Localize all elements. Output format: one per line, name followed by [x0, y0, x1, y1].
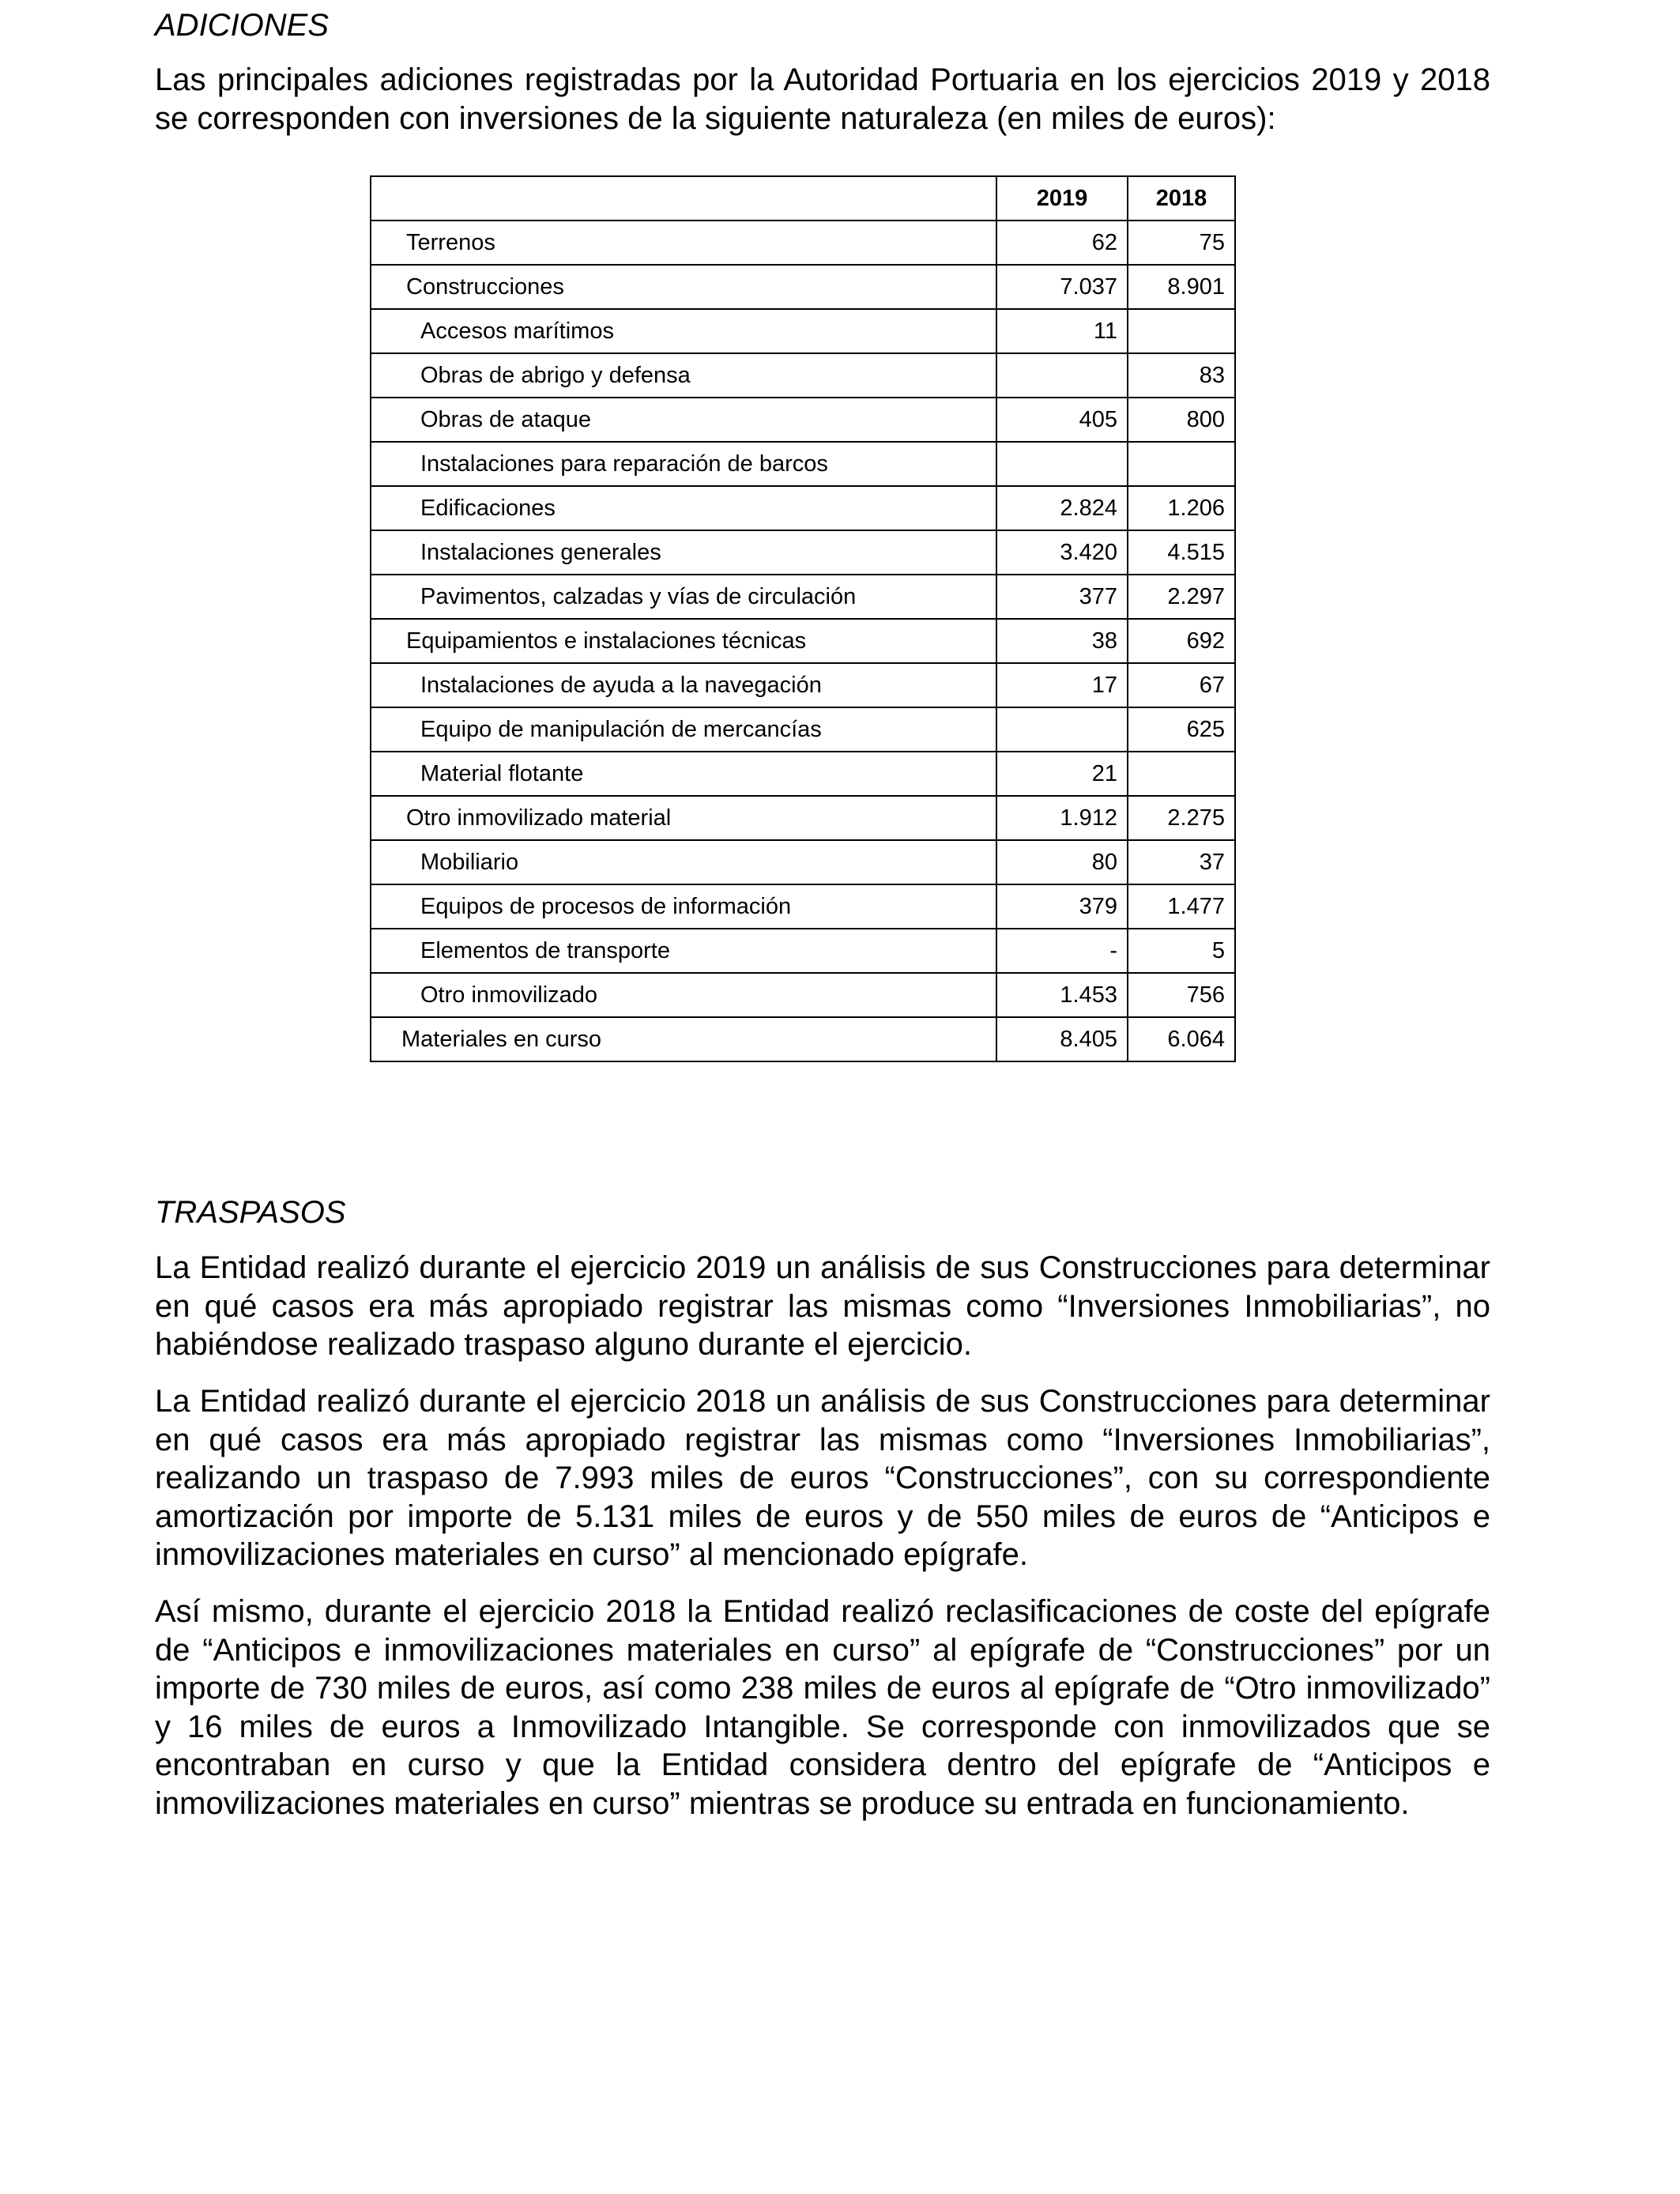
row-label: Construcciones	[371, 265, 996, 309]
table-row	[371, 663, 1235, 707]
table-row	[371, 309, 1235, 353]
table-row	[371, 707, 1235, 752]
table-row	[371, 353, 1235, 398]
row-label: Elementos de transporte	[371, 929, 996, 973]
table-row	[371, 221, 1235, 265]
row-label: Materiales en curso	[371, 1017, 996, 1061]
table-row	[371, 973, 1235, 1017]
row-label: Equipo de manipulación de mercancías	[371, 707, 996, 752]
row-label: Instalaciones de ayuda a la navegación	[371, 663, 996, 707]
value-2019: -	[996, 929, 1128, 973]
row-label: Otro inmovilizado material	[371, 796, 996, 840]
value-2019: 21	[996, 752, 1128, 796]
additions-table	[370, 175, 1236, 1062]
table-row	[371, 796, 1235, 840]
row-label: Equipamientos e instalaciones técnicas	[371, 619, 996, 663]
adiciones-intro-paragraph: Las principales adiciones registradas por la Autoridad Portuaria en los ejercicios 2019 y 2018 se corresponden con inversiones de la siguiente naturaleza (en miles de euros):	[155, 62, 1490, 136]
value-2018	[1128, 442, 1235, 486]
table-row	[371, 929, 1235, 973]
row-label: Edificaciones	[371, 486, 996, 530]
traspasos-paragraph-1: La Entidad realizó durante el ejercicio 2019 un análisis de sus Construcciones para determinar en qué casos era más apropiado registrar las mismas como “Inversiones Inmobiliarias”, no habiéndose realizado traspaso alguno durante el ejercicio.	[155, 1250, 1490, 1362]
value-2018: 692	[1128, 619, 1235, 663]
value-2018: 67	[1128, 663, 1235, 707]
row-label: Pavimentos, calzadas y vías de circulación	[371, 575, 996, 619]
row-label: Equipos de procesos de información	[371, 884, 996, 929]
header-2019: 2019	[996, 176, 1128, 221]
table-header-row	[371, 176, 1235, 221]
value-2019	[996, 442, 1128, 486]
value-2019: 11	[996, 309, 1128, 353]
header-label	[371, 176, 996, 221]
value-2018: 1.206	[1128, 486, 1235, 530]
table-row	[371, 884, 1235, 929]
table-row	[371, 1017, 1235, 1061]
value-2018: 8.901	[1128, 265, 1235, 309]
row-label: Accesos marítimos	[371, 309, 996, 353]
row-label: Instalaciones generales	[371, 530, 996, 575]
table-row	[371, 575, 1235, 619]
section-title-traspasos: TRASPASOS	[155, 1195, 346, 1230]
value-2019: 8.405	[996, 1017, 1128, 1061]
value-2018: 6.064	[1128, 1017, 1235, 1061]
value-2019: 2.824	[996, 486, 1128, 530]
value-2018: 75	[1128, 221, 1235, 265]
row-label: Material flotante	[371, 752, 996, 796]
row-label: Obras de abrigo y defensa	[371, 353, 996, 398]
value-2018: 37	[1128, 840, 1235, 884]
table-row	[371, 486, 1235, 530]
row-label: Mobiliario	[371, 840, 996, 884]
table-row	[371, 442, 1235, 486]
value-2019: 377	[996, 575, 1128, 619]
value-2018: 83	[1128, 353, 1235, 398]
value-2018: 756	[1128, 973, 1235, 1017]
value-2018: 1.477	[1128, 884, 1235, 929]
value-2019: 7.037	[996, 265, 1128, 309]
header-2018: 2018	[1128, 176, 1235, 221]
row-label: Instalaciones para reparación de barcos	[371, 442, 996, 486]
value-2018: 2.275	[1128, 796, 1235, 840]
value-2018: 2.297	[1128, 575, 1235, 619]
value-2018: 4.515	[1128, 530, 1235, 575]
table-row	[371, 840, 1235, 884]
value-2019: 379	[996, 884, 1128, 929]
traspasos-paragraph-3: Así mismo, durante el ejercicio 2018 la Entidad realizó reclasificaciones de coste del epígrafe de “Anticipos e inmovilizaciones materiales en curso” al epígrafe de “Construcciones” por un importe de 730 miles de euros, así como 238 miles de euros al epígrafe de “Otro inmovilizado” y 16 miles de euros a Inmovilizado Intangible. Se corresponde con inmovilizados que se encontraban en curso y que la Entidad considera dentro del epígrafe de “Anticipos e inmovilizaciones materiales en curso” mientras se produce su entrada en funcionamiento.	[155, 1594, 1490, 1821]
value-2019	[996, 707, 1128, 752]
traspasos-paragraph-2: La Entidad realizó durante el ejercicio 2018 un análisis de sus Construcciones para determinar en qué casos era más apropiado registrar las mismas como “Inversiones Inmobiliarias”, realizando un traspaso de 7.993 miles de euros “Construcciones”, con su correspondiente amortización por importe de 5.131 miles de euros y de 550 miles de euros de “Anticipos e inmovilizaciones materiales en curso” al mencionado epígrafe.	[155, 1384, 1490, 1572]
table-row	[371, 398, 1235, 442]
section-title-adiciones: ADICIONES	[155, 8, 330, 43]
value-2018	[1128, 752, 1235, 796]
value-2019: 3.420	[996, 530, 1128, 575]
value-2019: 38	[996, 619, 1128, 663]
value-2019: 405	[996, 398, 1128, 442]
value-2019: 1.453	[996, 973, 1128, 1017]
row-label: Obras de ataque	[371, 398, 996, 442]
table-row	[371, 265, 1235, 309]
value-2018	[1128, 309, 1235, 353]
value-2019: 1.912	[996, 796, 1128, 840]
table-row	[371, 619, 1235, 663]
value-2018: 5	[1128, 929, 1235, 973]
table-row	[371, 752, 1235, 796]
row-label: Terrenos	[371, 221, 996, 265]
table-row	[371, 530, 1235, 575]
value-2019	[996, 353, 1128, 398]
value-2019: 17	[996, 663, 1128, 707]
row-label: Otro inmovilizado	[371, 973, 996, 1017]
value-2018: 800	[1128, 398, 1235, 442]
value-2019: 62	[996, 221, 1128, 265]
value-2018: 625	[1128, 707, 1235, 752]
value-2019: 80	[996, 840, 1128, 884]
